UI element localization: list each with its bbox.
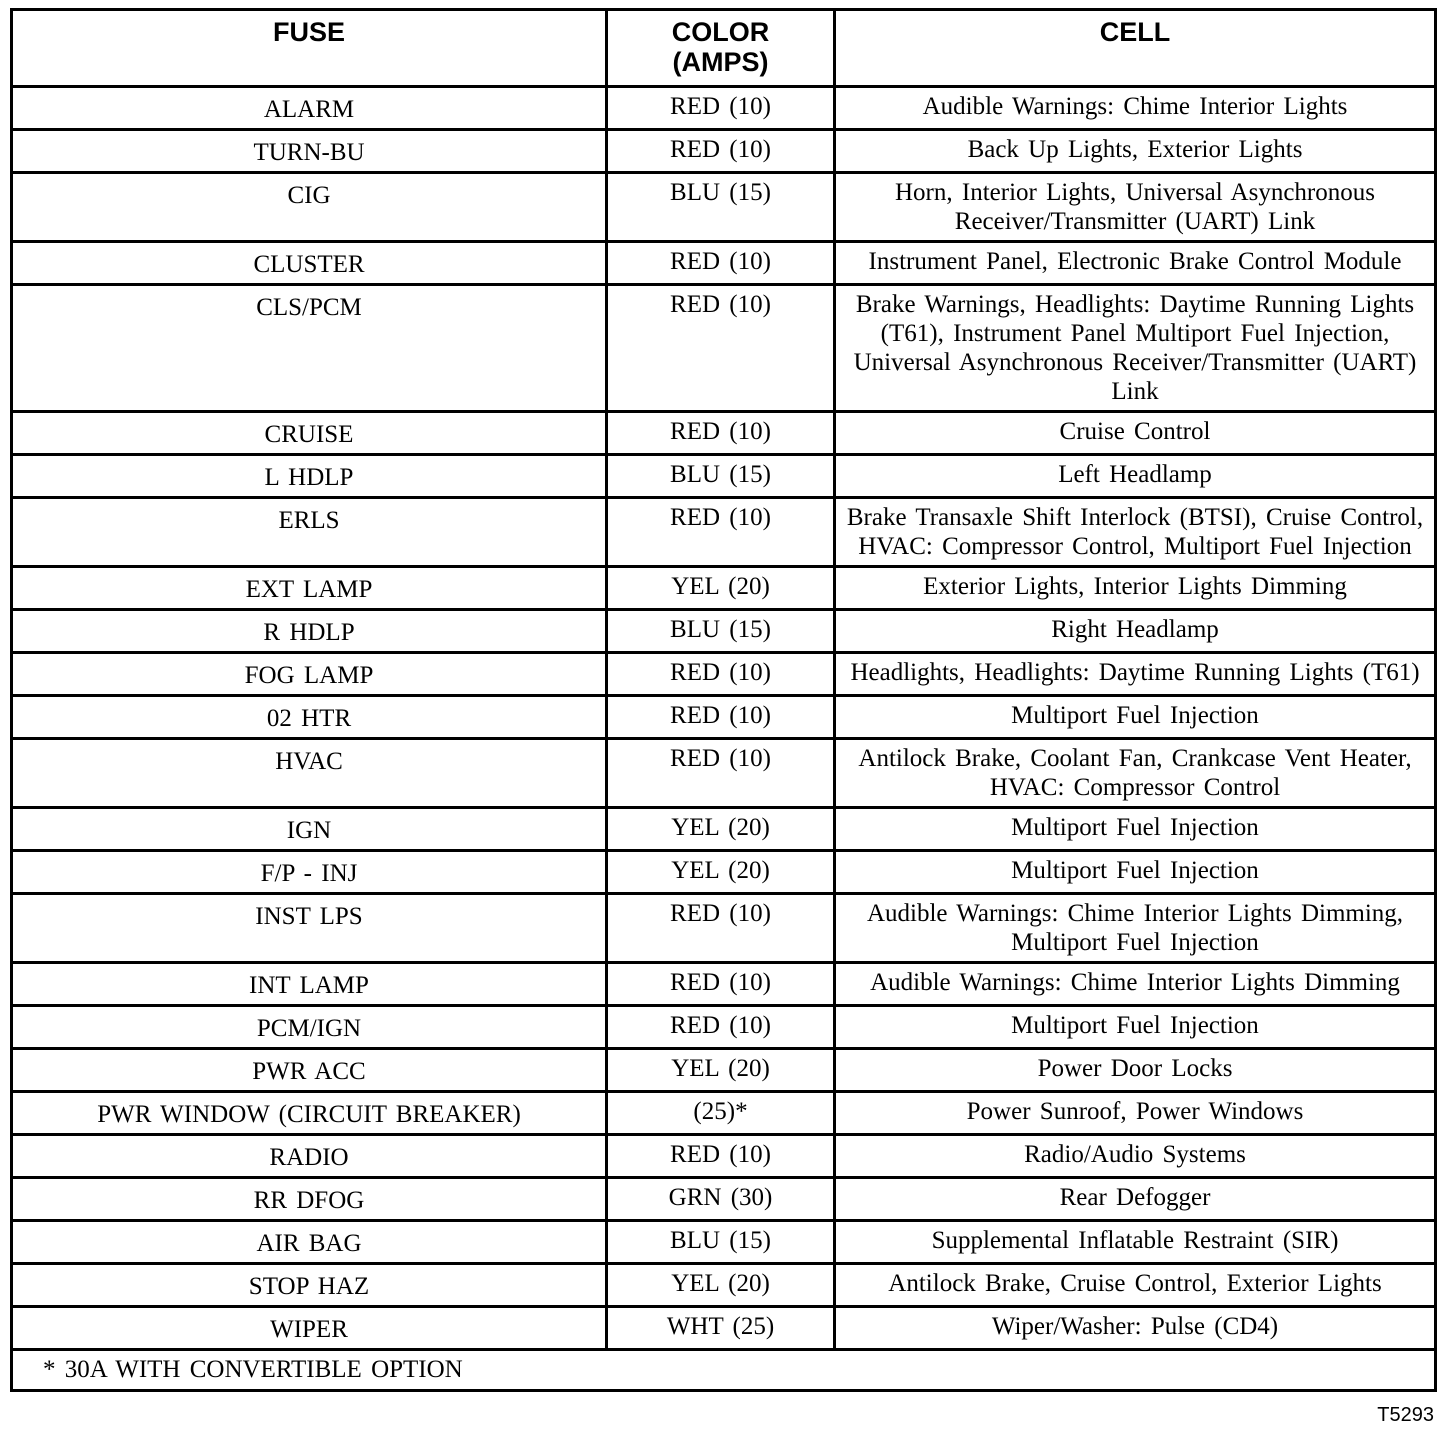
table-header-row	[12, 10, 1436, 87]
fuse-cell: Horn, Interior Lights, Universal Asynchronous Receiver/Transmitter (UART) Link	[835, 173, 1436, 242]
fuse-chart-sheet	[10, 8, 1434, 1392]
fuse-cell: Rear Defogger	[835, 1178, 1436, 1221]
fuse-name: TURN-BU	[12, 130, 607, 173]
fuse-color: RED (10)	[607, 498, 835, 567]
fuse-cell: Headlights, Headlights: Daytime Running Lights (T61)	[835, 653, 1436, 696]
fuse-color: RED (10)	[607, 242, 835, 285]
fuse-name: RR DFOG	[12, 1178, 607, 1221]
fuse-color: YEL (20)	[607, 567, 835, 610]
fuse-color: BLU (15)	[607, 610, 835, 653]
header-color-amps	[607, 10, 835, 87]
fuse-color: GRN (30)	[607, 1178, 835, 1221]
fuse-cell: Right Headlamp	[835, 610, 1436, 653]
fuse-name: INT LAMP	[12, 963, 607, 1006]
fuse-color: WHT (25)	[607, 1307, 835, 1350]
table-row	[12, 87, 1436, 130]
table-row	[12, 610, 1436, 653]
fuse-cell: Multiport Fuel Injection	[835, 808, 1436, 851]
table-row	[12, 242, 1436, 285]
table-row	[12, 808, 1436, 851]
fuse-color: RED (10)	[607, 412, 835, 455]
fuse-name: WIPER	[12, 1307, 607, 1350]
fuse-color: RED (10)	[607, 285, 835, 412]
fuse-color: YEL (20)	[607, 1264, 835, 1307]
table-row	[12, 412, 1436, 455]
footnote-text: * 30A WITH CONVERTIBLE OPTION	[12, 1350, 1436, 1391]
table-row	[12, 1135, 1436, 1178]
fuse-name: CIG	[12, 173, 607, 242]
fuse-color: BLU (15)	[607, 455, 835, 498]
fuse-name: R HDLP	[12, 610, 607, 653]
fuse-name: ALARM	[12, 87, 607, 130]
header-fuse: FUSE	[12, 10, 607, 87]
table-row	[12, 1178, 1436, 1221]
fuse-name: PWR ACC	[12, 1049, 607, 1092]
table-body	[12, 87, 1436, 1350]
table-row	[12, 130, 1436, 173]
fuse-cell: Left Headlamp	[835, 455, 1436, 498]
fuse-table	[10, 8, 1437, 1392]
fuse-color: RED (10)	[607, 130, 835, 173]
fuse-name: PWR WINDOW (CIRCUIT BREAKER)	[12, 1092, 607, 1135]
table-row	[12, 455, 1436, 498]
fuse-name: AIR BAG	[12, 1221, 607, 1264]
fuse-name: EXT LAMP	[12, 567, 607, 610]
table-row	[12, 653, 1436, 696]
fuse-cell: Wiper/Washer: Pulse (CD4)	[835, 1307, 1436, 1350]
fuse-cell: Cruise Control	[835, 412, 1436, 455]
fuse-color: RED (10)	[607, 1006, 835, 1049]
fuse-color: RED (10)	[607, 1135, 835, 1178]
fuse-cell: Brake Transaxle Shift Interlock (BTSI), Cruise Control, HVAC: Compressor Control, Multiport Fuel Injection	[835, 498, 1436, 567]
figure-code: T5293	[1377, 1404, 1434, 1426]
fuse-cell: Multiport Fuel Injection	[835, 696, 1436, 739]
fuse-color: RED (10)	[607, 739, 835, 808]
fuse-cell: Exterior Lights, Interior Lights Dimming	[835, 567, 1436, 610]
header-cell: CELL	[835, 10, 1436, 87]
fuse-cell: Audible Warnings: Chime Interior Lights Dimming	[835, 963, 1436, 1006]
fuse-color: YEL (20)	[607, 1049, 835, 1092]
fuse-cell: Power Door Locks	[835, 1049, 1436, 1092]
table-row	[12, 567, 1436, 610]
fuse-color: YEL (20)	[607, 808, 835, 851]
table-row	[12, 1221, 1436, 1264]
fuse-cell: Audible Warnings: Chime Interior Lights	[835, 87, 1436, 130]
fuse-name: L HDLP	[12, 455, 607, 498]
table-row	[12, 1049, 1436, 1092]
fuse-color: RED (10)	[607, 653, 835, 696]
fuse-name: STOP HAZ	[12, 1264, 607, 1307]
fuse-name: INST LPS	[12, 894, 607, 963]
fuse-name: CLUSTER	[12, 242, 607, 285]
table-row	[12, 963, 1436, 1006]
fuse-cell: Antilock Brake, Cruise Control, Exterior Lights	[835, 1264, 1436, 1307]
table-row	[12, 285, 1436, 412]
fuse-name: RADIO	[12, 1135, 607, 1178]
fuse-cell: Instrument Panel, Electronic Brake Control Module	[835, 242, 1436, 285]
fuse-color: BLU (15)	[607, 1221, 835, 1264]
fuse-cell: Power Sunroof, Power Windows	[835, 1092, 1436, 1135]
fuse-color: (25)*	[607, 1092, 835, 1135]
fuse-name: 02 HTR	[12, 696, 607, 739]
header-color-line2: (AMPS)	[672, 47, 769, 77]
fuse-cell: Radio/Audio Systems	[835, 1135, 1436, 1178]
fuse-name: PCM/IGN	[12, 1006, 607, 1049]
fuse-cell: Antilock Brake, Coolant Fan, Crankcase Vent Heater, HVAC: Compressor Control	[835, 739, 1436, 808]
table-row	[12, 739, 1436, 808]
fuse-color: RED (10)	[607, 963, 835, 1006]
fuse-cell: Back Up Lights, Exterior Lights	[835, 130, 1436, 173]
fuse-color: BLU (15)	[607, 173, 835, 242]
fuse-cell: Multiport Fuel Injection	[835, 1006, 1436, 1049]
footnote-row	[12, 1350, 1436, 1391]
fuse-name: IGN	[12, 808, 607, 851]
table-row	[12, 1264, 1436, 1307]
fuse-name: CLS/PCM	[12, 285, 607, 412]
fuse-color: RED (10)	[607, 87, 835, 130]
table-row	[12, 1307, 1436, 1350]
header-color-line1: COLOR	[671, 17, 770, 47]
fuse-cell: Audible Warnings: Chime Interior Lights Dimming, Multiport Fuel Injection	[835, 894, 1436, 963]
fuse-cell: Supplemental Inflatable Restraint (SIR)	[835, 1221, 1436, 1264]
fuse-name: HVAC	[12, 739, 607, 808]
fuse-cell: Multiport Fuel Injection	[835, 851, 1436, 894]
table-row	[12, 851, 1436, 894]
table-row	[12, 696, 1436, 739]
fuse-color: RED (10)	[607, 894, 835, 963]
fuse-cell: Brake Warnings, Headlights: Daytime Running Lights (T61), Instrument Panel Multiport Fuel Injection, Universal Asynchronous Receiver/Transmitter (UART) Link	[835, 285, 1436, 412]
fuse-color: RED (10)	[607, 696, 835, 739]
table-row	[12, 894, 1436, 963]
fuse-name: ERLS	[12, 498, 607, 567]
table-row	[12, 498, 1436, 567]
fuse-name: F/P - INJ	[12, 851, 607, 894]
table-row	[12, 1006, 1436, 1049]
fuse-color: YEL (20)	[607, 851, 835, 894]
fuse-name: CRUISE	[12, 412, 607, 455]
table-row	[12, 173, 1436, 242]
table-row	[12, 1092, 1436, 1135]
fuse-name: FOG LAMP	[12, 653, 607, 696]
